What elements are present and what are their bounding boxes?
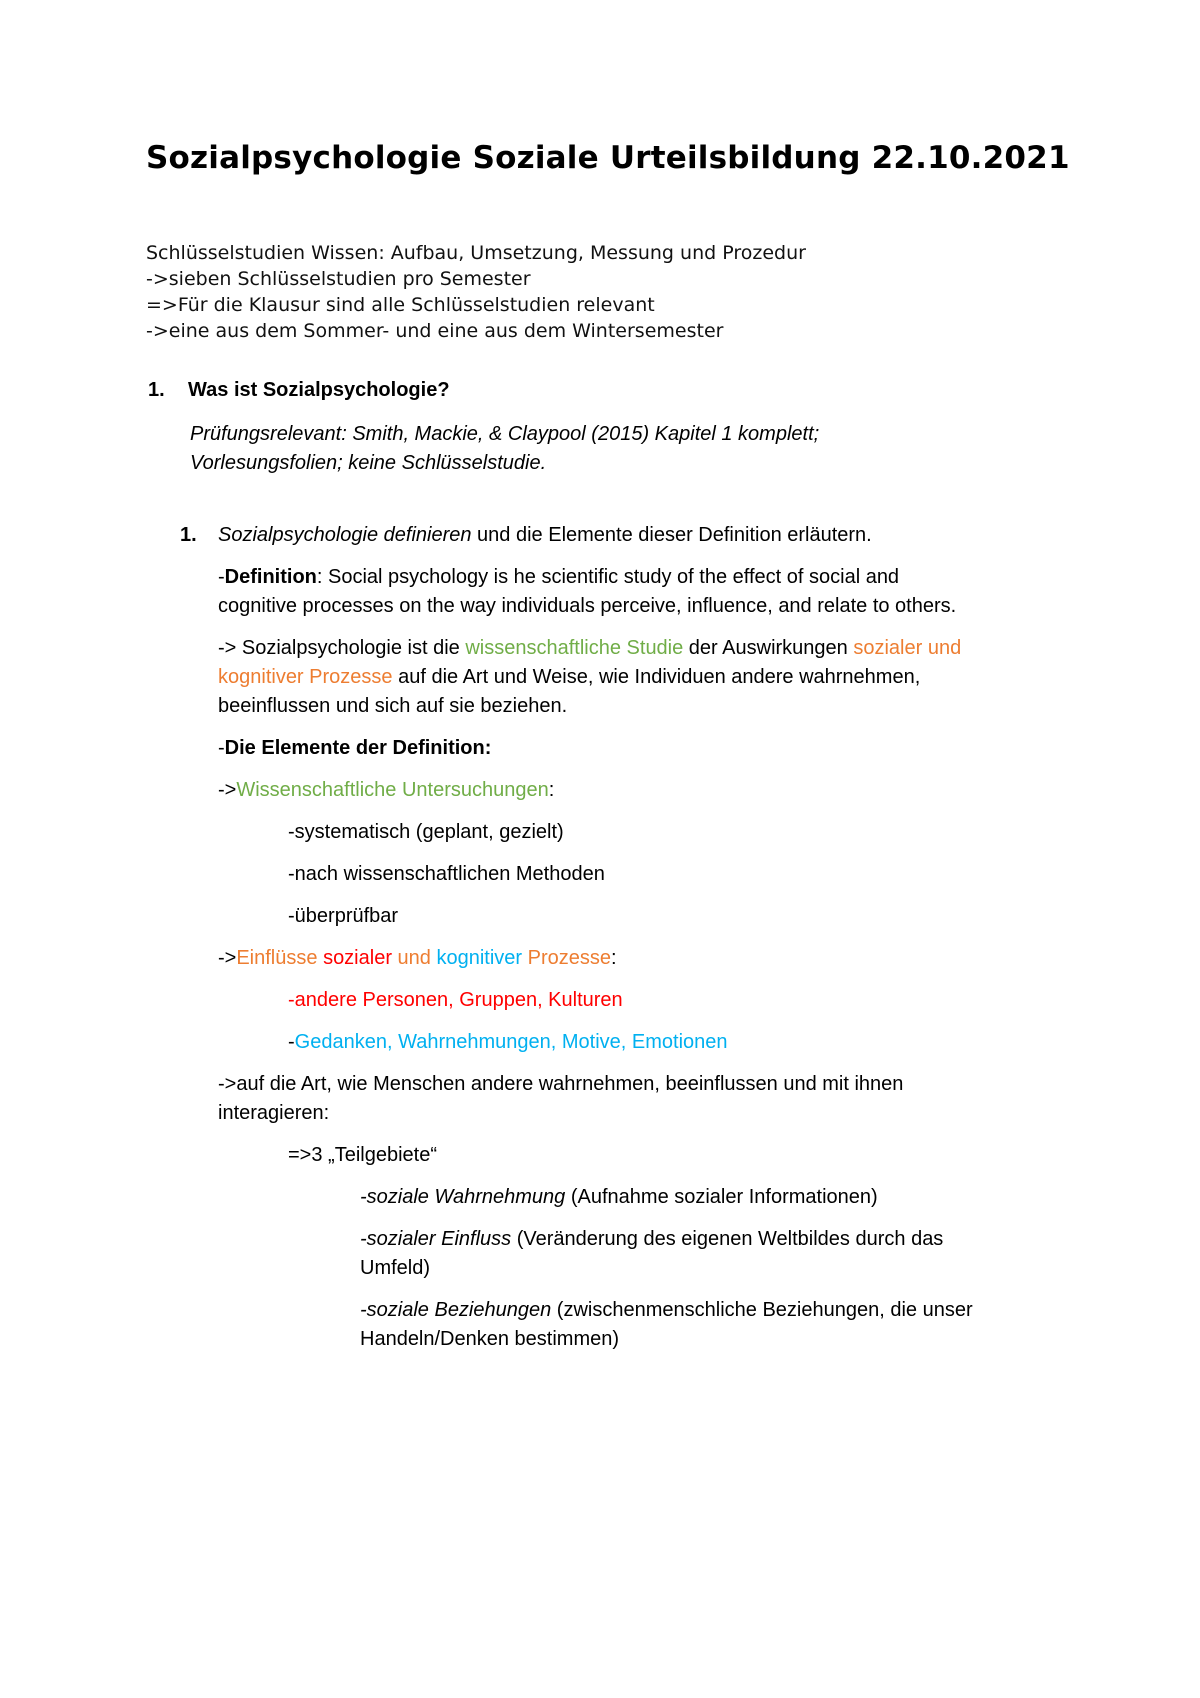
arrow: -> [218, 779, 237, 801]
elements-dash: - [218, 737, 225, 759]
interaction-line: ->auf die Art, wie Menschen andere wahrnehmen, beeinflussen und mit ihnen [218, 1073, 904, 1095]
colon: : [548, 779, 555, 801]
intro-block [146, 240, 1146, 344]
list-item: -systematisch (geplant, gezielt) [288, 821, 564, 843]
translation-text: auf die Art und Weise, wie Individuen andere wahrnehmen, [392, 666, 921, 688]
subfield-item [360, 1183, 878, 1212]
translation-line [218, 634, 961, 663]
exam-note-line: Vorlesungsfolien; keine Schlüsselstudie. [190, 452, 547, 474]
definition-label: Definition [224, 566, 317, 588]
subfield-desc: (zwischenmenschliche Beziehungen, die unser [551, 1299, 973, 1321]
influences-word: Prozesse [527, 947, 612, 969]
subfield-term: -sozialer Einfluss [360, 1228, 512, 1250]
cognitive-items: Gedanken, Wahrnehmungen, Motive, Emotionen [294, 1031, 728, 1053]
section-heading: Was ist Sozialpsychologie? [188, 379, 450, 401]
scientific-label: Wissenschaftliche Untersuchungen [236, 779, 549, 801]
highlight-processes: kognitiver Prozesse [218, 666, 393, 688]
definition-line: cognitive processes on the way individuals perceive, influence, and relate to others. [218, 595, 957, 617]
elements-heading [218, 734, 491, 763]
intro-line: ->sieben Schlüsselstudien pro Semester [146, 268, 531, 290]
definition-line [218, 563, 899, 592]
highlight-scientific-study: wissenschaftliche Studie [465, 637, 684, 659]
influences-word: Einflüsse [236, 947, 318, 969]
exam-note-line: Prüfungsrelevant: Smith, Mackie, & Claypool (2015) Kapitel 1 komplett; [190, 423, 820, 445]
elements-colon: : [484, 737, 492, 759]
influences-word-cognitive: kognitiver [436, 947, 523, 969]
subfield-desc-cont: Umfeld) [360, 1257, 431, 1279]
subfield-desc: (Aufnahme sozialer Informationen) [565, 1186, 878, 1208]
translation-line: beeinflussen und sich auf sie beziehen. [218, 695, 568, 717]
subfield-desc: (Veränderung des eigenen Weltbildes durch das [511, 1228, 944, 1250]
translation-text: der Auswirkungen [683, 637, 854, 659]
subfield-term: -soziale Beziehungen [360, 1299, 552, 1321]
cognitive-influences [288, 1028, 728, 1057]
subfield-term: -soziale Wahrnehmung [360, 1186, 566, 1208]
highlight-processes: sozialer und [853, 637, 962, 659]
subfield-desc-cont: Handeln/Denken bestimmen) [360, 1328, 620, 1350]
dash: - [288, 1031, 295, 1053]
subsection-heading [218, 521, 872, 550]
influences-heading [218, 944, 617, 973]
social-influences [288, 986, 623, 1015]
subsection-heading-rest: und die Elemente dieser Definition erläutern. [471, 524, 872, 546]
document-title: Sozialpsychologie Soziale Urteilsbildung 22.10.2021 [146, 140, 1070, 176]
subfields-heading: =>3 „Teilgebiete“ [288, 1144, 437, 1166]
list-item: -nach wissenschaftlichen Methoden [288, 863, 605, 885]
definition-dash: - [218, 566, 225, 588]
subfield-item [360, 1225, 943, 1254]
subsection-heading-italic: Sozialpsychologie definieren [218, 524, 472, 546]
social-items: andere Personen, Gruppen, Kulturen [294, 989, 623, 1011]
translation-text: -> Sozialpsychologie ist die [218, 637, 466, 659]
subsection-number: 1. [180, 524, 197, 546]
interaction-line: interagieren: [218, 1102, 330, 1124]
arrow: -> [218, 947, 237, 969]
elements-label: Die Elemente der Definition [224, 737, 485, 759]
colon: : [611, 947, 617, 969]
influences-word-social: sozialer [323, 947, 392, 969]
scientific-heading [218, 776, 554, 805]
influences-word: und [397, 947, 431, 969]
translation-line [218, 663, 920, 692]
list-item: -überprüfbar [288, 905, 399, 927]
section-number: 1. [148, 379, 165, 401]
intro-line: =>Für die Klausur sind alle Schlüsselstudien relevant [146, 294, 655, 316]
subfield-item [360, 1296, 973, 1325]
dash: - [288, 989, 295, 1011]
intro-line: ->eine aus dem Sommer- und eine aus dem Wintersemester [146, 320, 724, 342]
intro-line: Schlüsselstudien Wissen: Aufbau, Umsetzung, Messung und Prozedur [146, 242, 806, 264]
definition-text: : Social psychology is he scientific study of the effect of social and [316, 566, 900, 588]
